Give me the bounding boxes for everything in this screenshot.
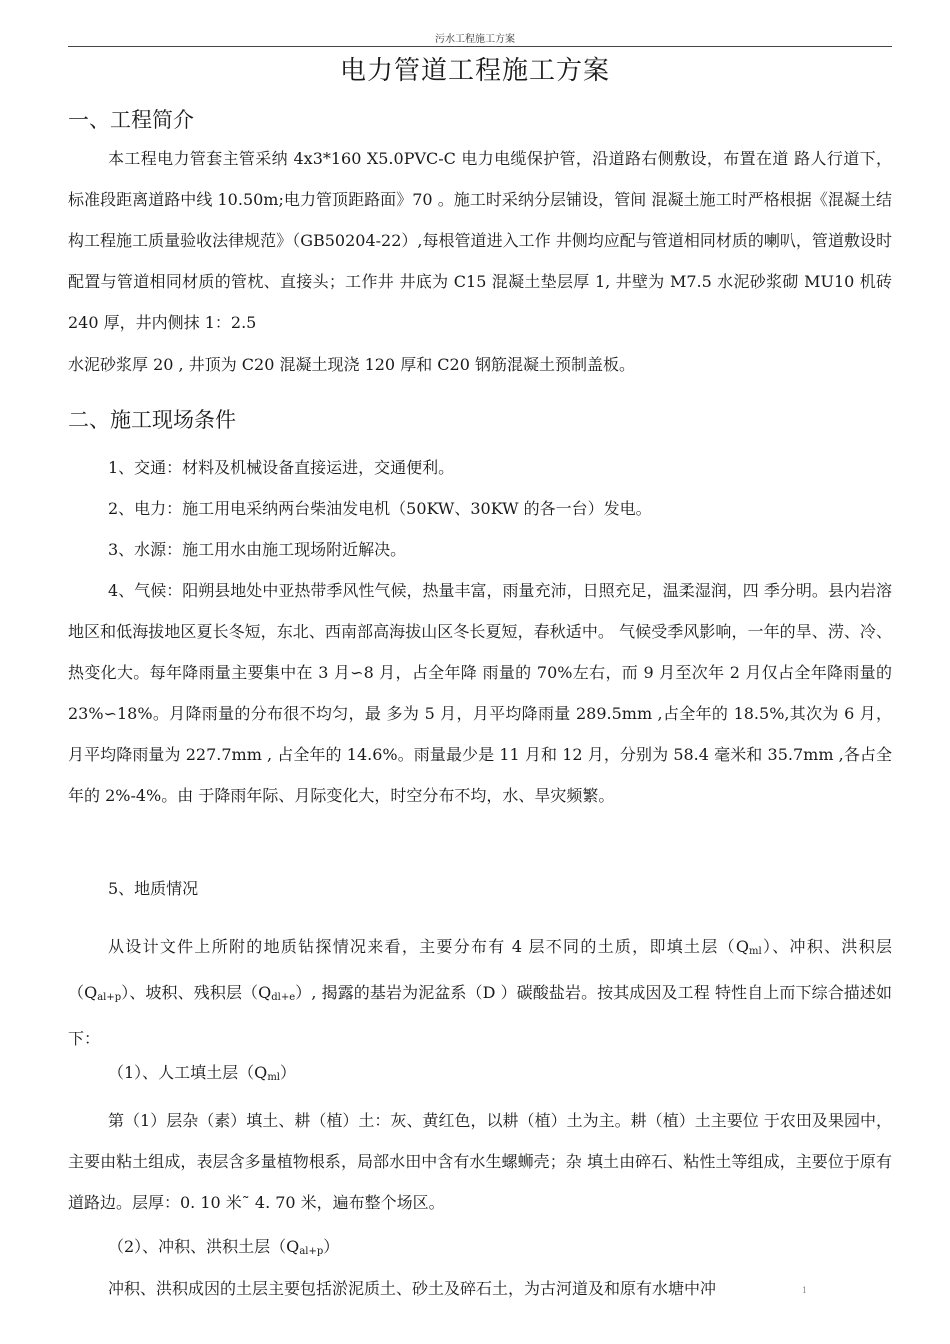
condition-climate: 4、气候：阳朔县地处中亚热带季风性气候，热量丰富，雨量充沛，日照充足，温柔湿润，四 季分明。县内岩溶地区和低海拔地区夏长冬短，东北、西南部高海拔山区冬长夏短，春秋适中。 气候受季风影响，一年的旱、涝、冷、热变化大。每年降雨量主要集中在 3 月∽8 月，占全年降 雨量的 70%左右，而 9 月至次年 2 月仅占全年降雨量的 23%∽18%。月降雨量的分布很不均匀，最 多为 5 月，月平均降雨量 289.5mm ,占全年的 18.5%,其次为 6 月，月平均降雨量为 227.7mm , 占全年的 14.6%。雨量最少是 11 月和 12 月，分别为 58.4 毫米和 35.7mm ,各占全年的 2%-4%。由 于降雨年际、月际变化大，时空分布不均，水、旱灾频繁。 (68, 581, 892, 805)
layer2-heading: （2）、冲积、洪积土层$(Q_{al+p})$ (108, 1237, 340, 1257)
document-title: 电力管道工程施工方案 (339, 56, 610, 86)
section1-para1: 本工程电力管套主管采纳 4x3*160 X5.0PVC-C 电力电缆保护管，沿道路右侧敷设，布置在道 路人行道下，标准段距离道路中线 10.50m;电力管顶距路面》70 。施工时采纳分层铺设，管间 混凝土施工时严格根据《混凝土结构工程施工质量验收法律规范》（GB50204-22）,每根管道进入工作 井侧均应配与管道相同材质的喇叭，管道敷设时配置与管道相同材质的管枕、直接头；工作井 井底为 C15 混凝土垫层厚 1, 井壁为 M7.5 水泥砂浆砌 MU10 机砖 240 厚，井内侧抹 1：2.5 (68, 149, 892, 332)
condition-power: 2、电力：施工用电采纳两台柴油发电机（50KW、30KW 的各一台）发电。 (108, 499, 652, 518)
geology-paragraph: 从设计文件上所附的地质钻探情况来看，主要分布有 4 层不同的土质，即填土层$(Q_{ml})$、冲积、洪积层$(Q_{al+p})$、坡积、残积层$(Q_{dl+e})$, 揭露的基岩为泥盆系（D ）碳酸盐岩。按其成因及工程 特性自上而下综合描述如下： (68, 937, 892, 1048)
section2-heading: 二、施工现场条件 (68, 408, 236, 432)
header-rule (68, 46, 892, 47)
section1-para2: 水泥砂浆厚 20 , 井顶为 C20 混凝土现浇 120 厚和 C20 钢筋混凝土预制盖板。 (68, 355, 635, 374)
layer1-description: 第（1）层杂（素）填土、耕（植）土：灰、黄红色，以耕（植）土为主。耕（植）土主要位 于农田及果园中，主要由粘土组成，表层含多量植物根系，局部水田中含有水生螺蛳壳；杂 填土由碎石、粘性土等组成，主要位于原有道路边。层厚：0. 10 米˜ 4. 70 米，遍布整个场区。 (68, 1111, 892, 1212)
condition-traffic: 1、交通：材料及机械设备直接运进，交通便利。 (108, 458, 455, 477)
layer1-heading: （1）、人工填土层$(Q_{ml})$ (108, 1063, 297, 1083)
section1-heading: 一、工程简介 (68, 108, 194, 132)
condition-water: 3、水源：施工用水由施工现场附近解决。 (108, 540, 407, 559)
condition-geology-heading: 5、地质情况 (108, 879, 199, 898)
page-number: 1 (802, 1286, 808, 1295)
layer2-description: 冲积、洪积成因的土层主要包括淤泥质土、砂土及碎石土，为古河道及和原有水塘中冲 (108, 1279, 717, 1298)
page-header: 污水工程施工方案 (435, 34, 515, 45)
